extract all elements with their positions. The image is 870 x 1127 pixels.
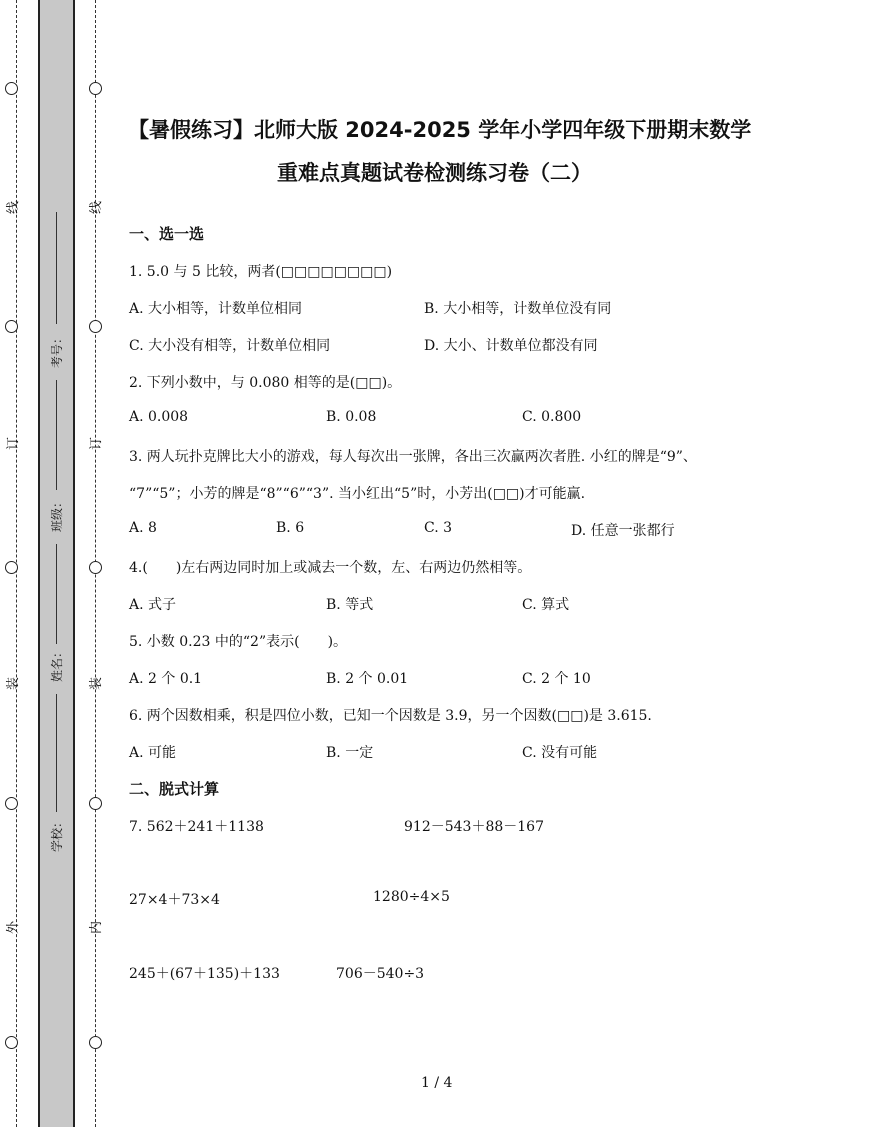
question-stem: 5. 小数 0.23 中的“2”表示( )。 — [129, 634, 348, 650]
option-b: B. 2 个 0.01 — [326, 671, 409, 687]
option-c: C. 2 个 10 — [522, 671, 591, 687]
margin-char-outer: 线 — [6, 200, 22, 215]
question-stem-continued: “7”“5”；小芳的牌是“8”“6”“3”. 当小红出“5”时，小芳出(□□)才可能赢. — [129, 486, 586, 502]
binding-hole — [89, 797, 102, 810]
option-b: B. 等式 — [326, 597, 374, 613]
calc-expression: 245＋(67＋135)＋133 — [129, 966, 280, 982]
section-heading: 二、脱式计算 — [129, 780, 220, 798]
binding-hole — [89, 82, 102, 95]
binding-hole — [89, 561, 102, 574]
margin-char-inner: 线 — [89, 200, 105, 215]
margin-char-outer: 外 — [6, 920, 22, 935]
question-stem: 2. 下列小数中，与 0.080 相等的是(□□)。 — [129, 375, 402, 391]
option-a: A. 0.008 — [129, 409, 189, 425]
option-c: C. 算式 — [522, 597, 570, 613]
calc-expression: 1280÷4×5 — [373, 889, 450, 905]
option-b: B. 大小相等，计数单位没有同 — [424, 301, 612, 317]
binding-hole — [5, 82, 18, 95]
option-a: A. 大小相等，计数单位相同 — [129, 301, 303, 317]
field-line-school — [56, 694, 57, 812]
margin-char-inner: 订 — [89, 436, 105, 451]
exam-title-line1: 【暑假练习】北师大版 2024-2025 学年小学四年级下册期末数学 — [128, 118, 752, 142]
field-line-name — [56, 544, 57, 644]
section-heading: 一、选一选 — [129, 225, 205, 243]
question-stem: 4.( )左右两边同时加上或减去一个数，左、右两边仍然相等。 — [129, 560, 532, 576]
option-d: D. 任意一张都行 — [571, 523, 675, 539]
page-number: 1 / 4 — [421, 1075, 453, 1091]
option-a: A. 8 — [129, 520, 157, 536]
option-c: C. 3 — [424, 520, 453, 536]
option-c: C. 大小没有相等，计数单位相同 — [129, 338, 331, 354]
binding-hole — [5, 561, 18, 574]
option-d: D. 大小、计数单位都没有同 — [424, 338, 598, 354]
exam-title-line2: 重难点真题试卷检测练习卷（二） — [277, 161, 592, 185]
option-b: B. 一定 — [326, 745, 374, 761]
calc-expression: 7. 562＋241＋1138 — [129, 819, 264, 835]
binding-hole — [5, 797, 18, 810]
margin-char-inner: 内 — [89, 920, 105, 935]
field-label-school: 学校： — [50, 815, 64, 852]
option-a: A. 可能 — [129, 745, 177, 761]
option-b: B. 6 — [276, 520, 305, 536]
binding-hole — [5, 320, 18, 333]
option-a: A. 式子 — [129, 597, 177, 613]
question-stem: 3. 两人玩扑克牌比大小的游戏，每人每次出一张牌，各出三次赢两次者胜. 小红的牌是“9”、 — [129, 449, 697, 465]
calc-expression: 706－540÷3 — [336, 966, 425, 982]
field-line-exam-no — [56, 212, 57, 324]
question-stem: 6. 两个因数相乘，积是四位小数，已知一个因数是 3.9，另一个因数(□□)是 3.615. — [129, 708, 652, 724]
field-label-name: 姓名： — [50, 645, 64, 682]
option-c: C. 没有可能 — [522, 745, 598, 761]
field-label-exam-no: 考号： — [50, 331, 64, 368]
option-b: B. 0.08 — [326, 409, 377, 425]
option-c: C. 0.800 — [522, 409, 582, 425]
margin-char-outer: 装 — [6, 676, 22, 691]
question-stem: 1. 5.0 与 5 比较，两者(□□□□□□□□) — [129, 264, 393, 280]
binding-hole — [89, 1036, 102, 1049]
margin-char-inner: 装 — [89, 676, 105, 691]
field-label-class: 班级： — [50, 495, 64, 532]
calc-expression: 27×4＋73×4 — [129, 892, 220, 908]
binding-hole — [89, 320, 102, 333]
option-a: A. 2 个 0.1 — [129, 671, 203, 687]
margin-char-outer: 订 — [6, 436, 22, 451]
binding-hole — [5, 1036, 18, 1049]
field-line-class — [56, 380, 57, 490]
calc-expression: 912－543＋88－167 — [404, 819, 544, 835]
